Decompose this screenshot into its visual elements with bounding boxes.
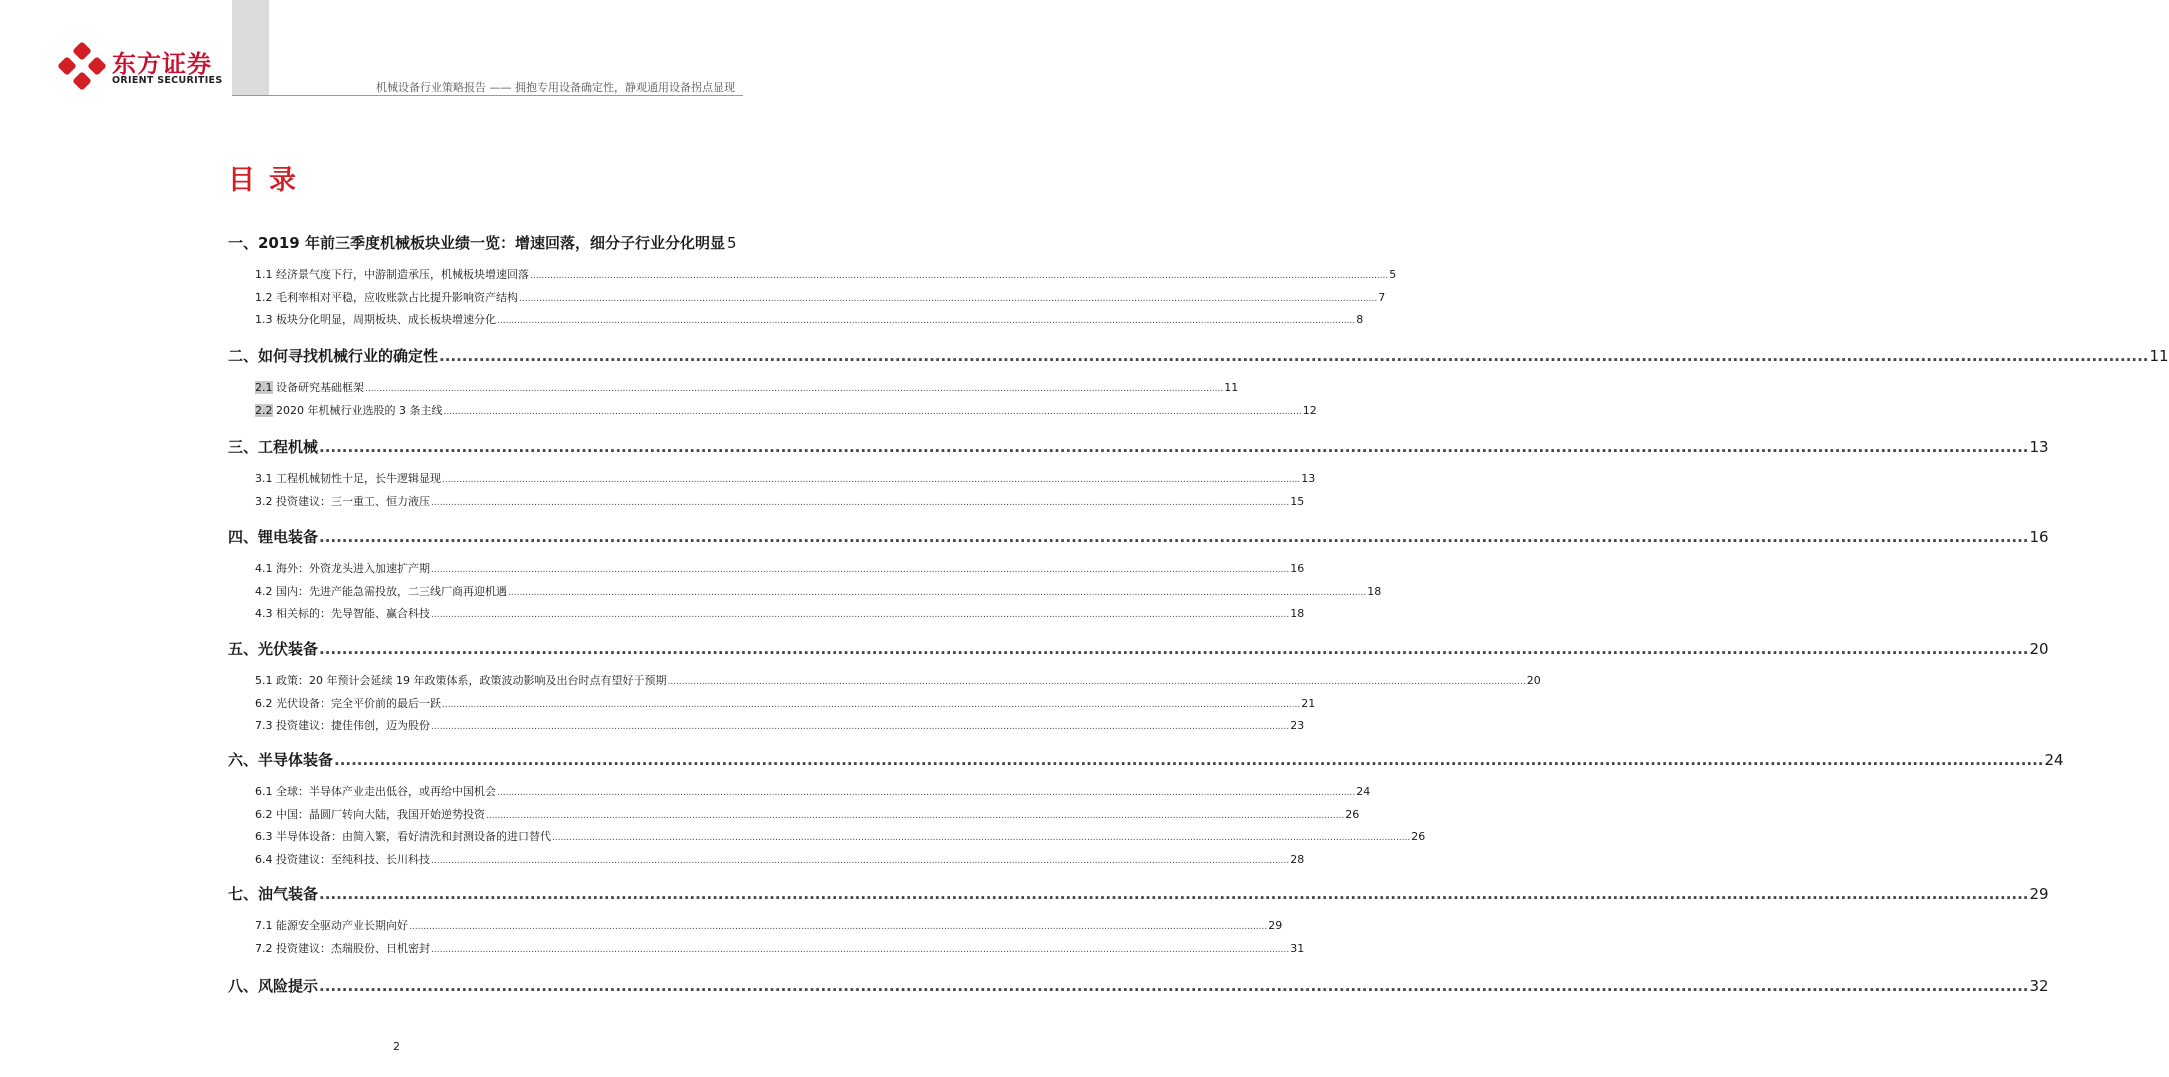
toc-subsection-entry[interactable] xyxy=(255,402,1317,418)
toc-leader-dots: ............................................................................................................................................................................................................................................................................................................ xyxy=(319,640,2029,658)
toc-subsection-entry[interactable] xyxy=(255,828,1426,844)
toc-subsection-page: 20 xyxy=(1526,674,1541,687)
toc-section-page: 32 xyxy=(2029,977,2049,995)
toc-subsection-label: 2.2 2020 年机械行业选股的 3 条主线 xyxy=(255,403,443,417)
toc-section-label: 四、锂电装备 xyxy=(228,528,319,546)
logo-chinese-name: 东方证券 xyxy=(112,50,212,78)
toc-subsection-entry[interactable] xyxy=(255,493,1305,509)
toc-subsection-label: 6.3 半导体设备：由简入繁，看好清洗和封测设备的进口替代 xyxy=(255,830,551,843)
toc-subsection-label: 7.1 能源安全驱动产业长期向好 xyxy=(255,919,408,932)
toc-subsection-label: 4.3 相关标的：先导智能、赢合科技 xyxy=(255,607,430,620)
toc-section-page: 24 xyxy=(2044,751,2064,769)
toc-subsection-page: 26 xyxy=(1411,830,1426,843)
toc-subsection-page: 12 xyxy=(1302,403,1317,417)
toc-leader-dots: ............................................................................................................................................................................................................................................................................................................ xyxy=(530,271,1389,281)
toc-leader-dots: ............................................................................................................................................................................................................................................................................................................ xyxy=(319,977,2029,995)
toc-subsection-page: 31 xyxy=(1290,941,1305,955)
toc-leader-dots: ............................................................................................................................................................................................................................................................................................................ xyxy=(409,922,1268,932)
toc-subsection-page: 26 xyxy=(1345,807,1360,821)
header-accent-band xyxy=(232,0,269,95)
toc-section-page: 11 xyxy=(2149,347,2169,365)
toc-subsection-label: 4.1 海外：外资龙头进入加速扩产期 xyxy=(255,562,430,575)
toc-section-label: 六、半导体装备 xyxy=(228,751,334,769)
toc-subsection-label: 6.4 投资建议：至纯科技、长川科技 xyxy=(255,852,430,866)
toc-section-label: 五、光伏装备 xyxy=(228,640,319,658)
toc-subsection-page: 11 xyxy=(1224,381,1239,394)
toc-section-entry[interactable] xyxy=(228,638,2049,659)
toc-subsection-page: 8 xyxy=(1356,313,1364,326)
toc-subsection-entry[interactable] xyxy=(255,289,1386,305)
toc-subsection-page: 28 xyxy=(1290,852,1305,866)
toc-subsection-label: 7.3 投资建议：捷佳伟创，迈为股份 xyxy=(255,719,430,732)
toc-subsection-entry[interactable] xyxy=(255,695,1316,711)
toc-subsection-page: 16 xyxy=(1290,562,1305,575)
toc-section-entry[interactable] xyxy=(228,749,2064,770)
toc-subsection-label: 6.2 光伏设备：完全平价前的最后一跃 xyxy=(255,696,441,710)
toc-leader-dots: ............................................................................................................................................................................................................................................................................................................ xyxy=(319,438,2029,456)
toc-leader-dots: ............................................................................................................................................................................................................................................................................................................ xyxy=(508,587,1367,598)
toc-leader-dots: ............................................................................................................................................................................................................................................................................................................ xyxy=(431,610,1290,620)
toc-leader-dots: ............................................................................................................................................................................................................................................................................................................ xyxy=(667,677,1526,687)
toc-section-page: 13 xyxy=(2029,438,2049,456)
toc-subsection-label: 1.3 板块分化明显，周期板块、成长板块增速分化 xyxy=(255,313,496,326)
toc-section-entry[interactable] xyxy=(228,883,2049,904)
toc-subsection-label: 2.1 设备研究基础框架 xyxy=(255,381,364,394)
toc-section-label: 三、工程机械 xyxy=(228,438,319,456)
toc-section-entry[interactable] xyxy=(228,345,2169,366)
toc-number-highlight: 2.1 xyxy=(255,381,273,394)
toc-subsection-page: 21 xyxy=(1301,696,1316,710)
toc-section-page: 20 xyxy=(2029,640,2049,658)
toc-subsection-label: 7.2 投资建议：杰瑞股份、日机密封 xyxy=(255,941,430,955)
toc-section-entry[interactable] xyxy=(228,975,2049,996)
toc-subsection-entry[interactable] xyxy=(255,940,1305,956)
toc-section-page: 5 xyxy=(726,234,737,252)
toc-section-page: 29 xyxy=(2029,885,2049,903)
toc-subsection-entry[interactable] xyxy=(255,917,1283,933)
orient-securities-logo-icon xyxy=(58,42,106,90)
toc-section-page: 16 xyxy=(2029,528,2049,546)
toc-leader-dots: ............................................................................................................................................................................................................................................................................................................ xyxy=(319,528,2029,546)
toc-subsection-page: 23 xyxy=(1290,719,1305,732)
header-divider xyxy=(232,95,743,96)
toc-leader-dots: ............................................................................................................................................................................................................................................................................................................ xyxy=(431,722,1290,732)
toc-subsection-entry[interactable] xyxy=(255,379,1239,395)
toc-subsection-page: 18 xyxy=(1290,607,1305,620)
toc-section-entry[interactable] xyxy=(228,526,2049,547)
toc-subsection-page: 5 xyxy=(1389,268,1397,281)
toc-leader-dots: ............................................................................................................................................................................................................................................................................................................ xyxy=(334,751,2044,769)
toc-section-label: 二、如何寻找机械行业的确定性 xyxy=(228,347,439,365)
toc-section-entry[interactable] xyxy=(228,436,2049,457)
toc-leader-dots: ............................................................................................................................................................................................................................................................................................................ xyxy=(442,699,1301,710)
toc-number-highlight: 2.2 xyxy=(255,403,273,417)
toc-subsection-label: 5.1 政策：20 年预计会延续 19 年政策体系，政策波动影响及出台时点有望好于预期 xyxy=(255,674,667,687)
toc-title: 目录 xyxy=(228,165,310,196)
toc-subsection-label: 3.1 工程机械韧性十足，长牛逻辑显现 xyxy=(255,472,441,485)
toc-leader-dots: ............................................................................................................................................................................................................................................................................................................ xyxy=(431,855,1290,866)
toc-subsection-label: 4.2 国内：先进产能急需投放，二三线厂商再迎机遇 xyxy=(255,584,507,598)
report-title: 机械设备行业策略报告 —— 拥抱专用设备确定性，静观通用设备拐点显现 xyxy=(376,81,735,94)
toc-leader-dots: ............................................................................................................................................................................................................................................................................................................ xyxy=(319,885,2029,903)
page-number: 2 xyxy=(393,1040,400,1053)
toc-subsection-label: 6.1 全球：半导体产业走出低谷，或再给中国机会 xyxy=(255,785,496,798)
toc-section-label: 八、风险提示 xyxy=(228,977,319,995)
toc-section-label: 一、2019 年前三季度机械板块业绩一览：增速回落，细分子行业分化明显 xyxy=(228,234,725,252)
toc-subsection-entry[interactable] xyxy=(255,783,1371,799)
toc-leader-dots: ............................................................................................................................................................................................................................................................................................................ xyxy=(519,293,1378,304)
toc-leader-dots: ............................................................................................................................................................................................................................................................................................................ xyxy=(552,833,1411,843)
toc-subsection-page: 24 xyxy=(1356,785,1371,798)
toc-subsection-page: 18 xyxy=(1367,584,1382,598)
toc-leader-dots: ............................................................................................................................................................................................................................................................................................................ xyxy=(442,475,1301,485)
logo-english-name: ORIENT SECURITIES xyxy=(112,75,223,86)
toc-leader-dots: ............................................................................................................................................................................................................................................................................................................ xyxy=(431,565,1290,575)
toc-subsection-entry[interactable] xyxy=(255,470,1316,486)
toc-leader-dots: ............................................................................................................................................................................................................................................................................................................ xyxy=(497,316,1356,326)
toc-subsection-entry[interactable] xyxy=(255,560,1305,576)
toc-subsection-entry[interactable] xyxy=(255,266,1397,282)
toc-section-entry[interactable] xyxy=(228,232,737,253)
toc-subsection-entry[interactable] xyxy=(255,717,1305,733)
toc-leader-dots: ............................................................................................................................................................................................................................................................................................................ xyxy=(431,944,1290,955)
toc-subsection-label: 3.2 投资建议：三一重工、恒力液压 xyxy=(255,494,430,508)
toc-subsection-entry[interactable] xyxy=(255,605,1305,621)
toc-leader-dots: ............................................................................................................................................................................................................................................................................................................ xyxy=(439,347,2149,365)
toc-subsection-label: 1.2 毛利率相对平稳，应收账款占比提升影响资产结构 xyxy=(255,290,518,304)
toc-subsection-entry[interactable] xyxy=(255,311,1364,327)
toc-subsection-entry[interactable] xyxy=(255,851,1305,867)
toc-subsection-label: 1.1 经济景气度下行，中游制造承压，机械板块增速回落 xyxy=(255,268,529,281)
toc-subsection-page: 29 xyxy=(1268,919,1283,932)
toc-subsection-entry[interactable] xyxy=(255,583,1382,599)
toc-subsection-entry[interactable] xyxy=(255,672,1541,688)
toc-leader-dots: ............................................................................................................................................................................................................................................................................................................ xyxy=(486,810,1345,821)
toc-leader-dots: ............................................................................................................................................................................................................................................................................................................ xyxy=(431,497,1290,508)
toc-subsection-page: 15 xyxy=(1290,494,1305,508)
toc-section-label: 七、油气装备 xyxy=(228,885,319,903)
toc-subsection-entry[interactable] xyxy=(255,806,1360,822)
toc-subsection-label: 6.2 中国：晶圆厂转向大陆，我国开始逆势投资 xyxy=(255,807,485,821)
toc-subsection-page: 13 xyxy=(1301,472,1316,485)
toc-subsection-page: 7 xyxy=(1378,290,1386,304)
toc-leader-dots: ............................................................................................................................................................................................................................................................................................................ xyxy=(365,384,1224,394)
toc-leader-dots: ............................................................................................................................................................................................................................................................................................................ xyxy=(497,788,1356,798)
toc-leader-dots: ............................................................................................................................................................................................................................................................................................................ xyxy=(443,406,1302,417)
